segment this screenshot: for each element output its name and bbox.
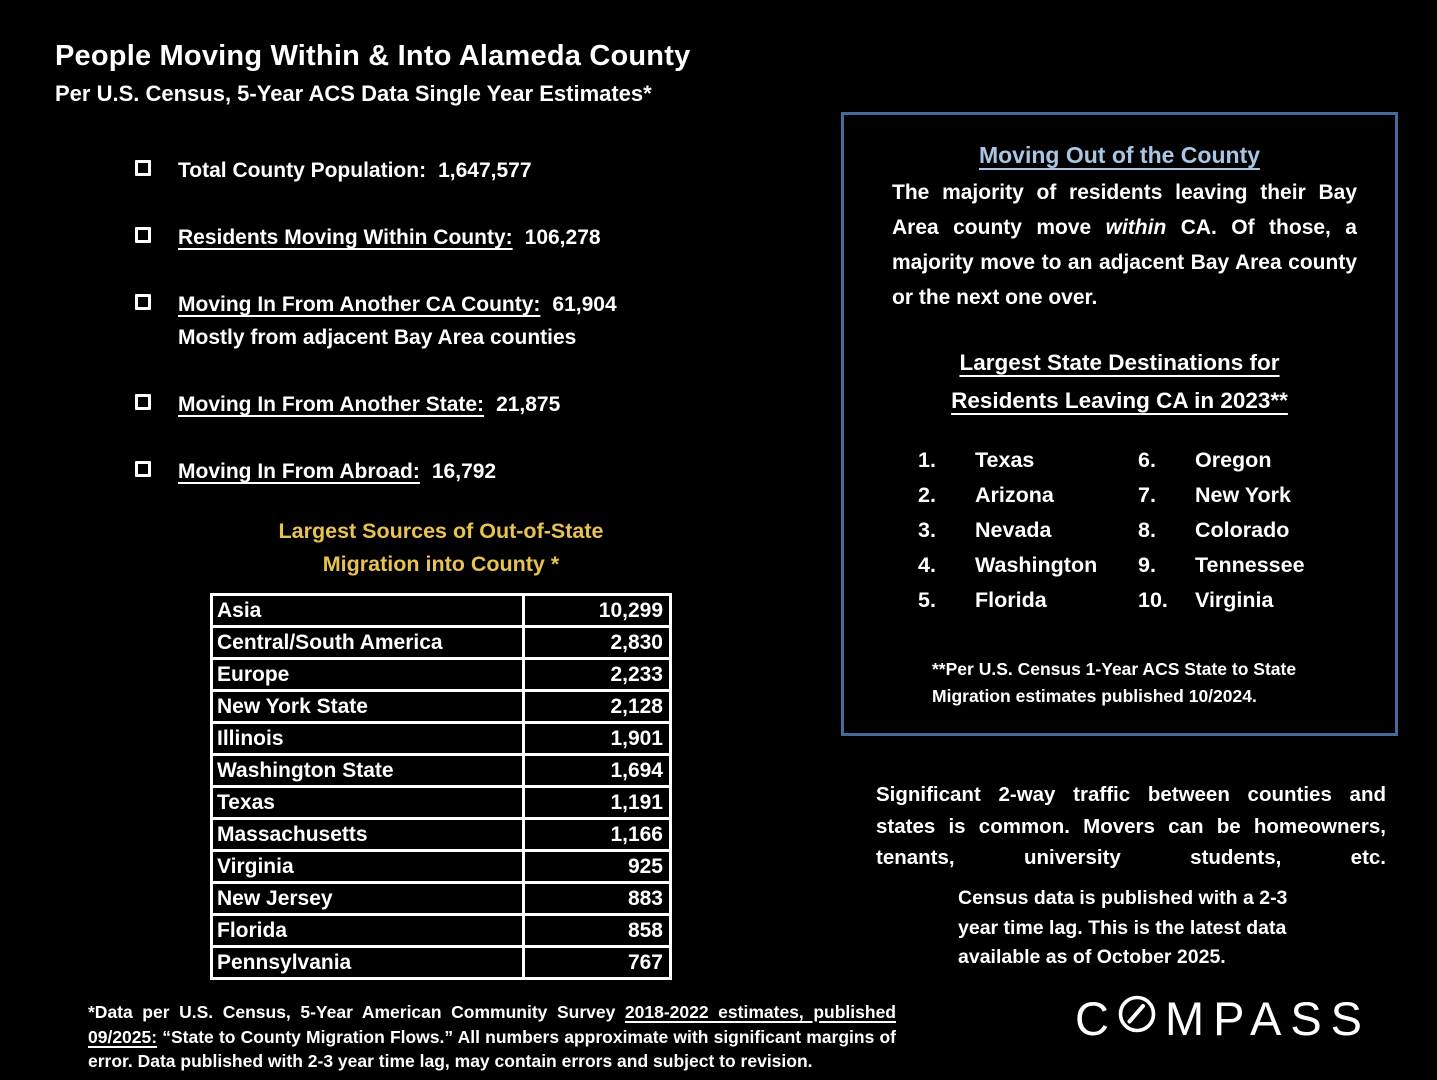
region-cell: Europe xyxy=(212,659,524,691)
state-name: Arizona xyxy=(975,483,1054,507)
box-footnote: **Per U.S. Census 1-Year ACS State to State Migration estimates published 10/2024. xyxy=(932,659,1297,706)
value-cell: 10,299 xyxy=(524,595,671,627)
region-cell: Pennsylvania xyxy=(212,947,524,979)
value-cell: 858 xyxy=(524,915,671,947)
destinations-list xyxy=(918,443,1395,618)
checkbox-icon xyxy=(135,294,151,310)
value-cell: 1,694 xyxy=(524,755,671,787)
checkbox-icon xyxy=(135,461,151,477)
destinations-heading-line1: Largest State Destinations for xyxy=(959,350,1280,375)
value-cell: 2,128 xyxy=(524,691,671,723)
page-subtitle: Per U.S. Census, 5-Year ACS Data Single Year Estimates* xyxy=(55,81,652,106)
region-cell: Central/South America xyxy=(212,627,524,659)
bullet-from-ca-county xyxy=(135,288,755,354)
rank: 8. xyxy=(1138,518,1156,542)
state-name: Tennessee xyxy=(1195,553,1305,577)
list-item xyxy=(1138,548,1305,583)
region-cell: New York State xyxy=(212,691,524,723)
footnote-underlined: 2018-2022 estimates, published 09/2025: xyxy=(88,1002,896,1047)
rank: 6. xyxy=(1138,448,1156,472)
list-item xyxy=(918,513,1138,548)
sources-heading-line1: Largest Sources of Out-of-State xyxy=(278,519,604,543)
page-title: People Moving Within & Into Alameda County xyxy=(55,40,691,72)
state-name: Virginia xyxy=(1195,588,1274,612)
table-row xyxy=(212,627,671,659)
rank: 10. xyxy=(1138,588,1168,612)
table-row xyxy=(212,755,671,787)
bullet-label: Total County Population: xyxy=(178,159,427,182)
value-cell: 1,191 xyxy=(524,787,671,819)
bullet-label: Moving In From Another CA County: xyxy=(178,293,541,316)
bullet-moving-within xyxy=(135,221,755,254)
table-row xyxy=(212,947,671,979)
list-item xyxy=(1138,478,1305,513)
destinations-heading-line2: Residents Leaving CA in 2023** xyxy=(951,388,1288,413)
bullet-label: Moving In From Another State: xyxy=(178,393,485,416)
value-cell: 767 xyxy=(524,947,671,979)
state-name: New York xyxy=(1195,483,1291,507)
sources-heading-line2: Migration into County * xyxy=(322,552,560,576)
table-row xyxy=(212,819,671,851)
rank: 1. xyxy=(918,448,936,472)
logo-letter-c: C xyxy=(1075,992,1118,1045)
footnote-text: “State to County Migration Flows.” All numbers approximate with significant margins of error. Data published with 2-3 year time lag, may contain errors and subject to revision. xyxy=(88,1026,896,1071)
paragraph-text: CA. Of those, a majority move to an adjacent Bay Area county or the next one over. xyxy=(892,216,1357,309)
bullet-value: 61,904 xyxy=(552,293,617,316)
state-name: Washington xyxy=(975,553,1098,577)
bullet-from-state xyxy=(135,388,755,421)
table-row xyxy=(212,915,671,947)
footnote-text: *Data per U.S. Census, 5-Year American Community Survey xyxy=(88,1002,625,1022)
bullet-value: 16,792 xyxy=(431,460,497,483)
region-cell: Florida xyxy=(212,915,524,947)
rank: 2. xyxy=(918,483,936,507)
bullet-note: Mostly from adjacent Bay Area counties xyxy=(178,326,577,349)
state-name: Colorado xyxy=(1195,518,1290,542)
region-cell: New Jersey xyxy=(212,883,524,915)
rank: 4. xyxy=(918,553,936,577)
title-block xyxy=(55,40,690,107)
bullet-value: 1,647,577 xyxy=(438,159,532,182)
state-name: Florida xyxy=(975,588,1047,612)
list-item xyxy=(1138,443,1305,478)
value-cell: 1,901 xyxy=(524,723,671,755)
bullet-total-population xyxy=(135,154,755,187)
moving-out-paragraph xyxy=(892,175,1357,315)
region-cell: Asia xyxy=(212,595,524,627)
value-cell: 925 xyxy=(524,851,671,883)
value-cell: 2,830 xyxy=(524,627,671,659)
bullet-value: 21,875 xyxy=(496,393,561,416)
checkbox-icon xyxy=(135,394,151,410)
checkbox-icon xyxy=(135,160,151,176)
list-item xyxy=(918,583,1138,618)
two-way-traffic-note: Significant 2-way traffic between counties and states is common. Movers can be homeowners, tenants, university students, etc. xyxy=(876,783,1386,869)
value-cell: 883 xyxy=(524,883,671,915)
list-item xyxy=(1138,513,1305,548)
bullet-label: Residents Moving Within County: xyxy=(178,226,513,249)
paragraph-text: The majority of residents leaving their Bay Area county move xyxy=(892,181,1357,239)
bullet-from-abroad xyxy=(135,455,755,488)
list-item xyxy=(918,548,1138,583)
value-cell: 1,166 xyxy=(524,819,671,851)
migration-sources-table xyxy=(210,593,672,980)
region-cell: Illinois xyxy=(212,723,524,755)
checkbox-icon xyxy=(135,227,151,243)
moving-out-panel xyxy=(841,112,1398,736)
table-row xyxy=(212,659,671,691)
bullet-list xyxy=(135,154,755,522)
region-cell: Washington State xyxy=(212,755,524,787)
rank: 5. xyxy=(918,588,936,612)
logo-letters-mpass: MPASS xyxy=(1164,992,1372,1045)
destinations-heading xyxy=(844,344,1395,420)
rank: 9. xyxy=(1138,553,1156,577)
rank: 3. xyxy=(918,518,936,542)
list-item xyxy=(918,478,1138,513)
data-source-footnote xyxy=(88,1000,896,1074)
state-name: Nevada xyxy=(975,518,1052,542)
table-row xyxy=(212,723,671,755)
region-cell: Texas xyxy=(212,787,524,819)
sources-table-heading xyxy=(210,515,672,581)
moving-out-heading: Moving Out of the County xyxy=(978,142,1261,168)
region-cell: Virginia xyxy=(212,851,524,883)
state-name: Texas xyxy=(975,448,1035,472)
table-row xyxy=(212,883,671,915)
compass-logo xyxy=(1075,991,1371,1046)
compass-needle-icon xyxy=(1116,991,1158,1046)
table-row xyxy=(212,691,671,723)
italic-word: within xyxy=(1105,216,1167,239)
bullet-label: Moving In From Abroad: xyxy=(178,460,420,483)
table-row xyxy=(212,851,671,883)
list-item xyxy=(918,443,1138,478)
rank: 7. xyxy=(1138,483,1156,507)
destinations-column-2 xyxy=(1138,443,1305,618)
list-item xyxy=(1138,583,1305,618)
table-row xyxy=(212,595,671,627)
table-row xyxy=(212,787,671,819)
destinations-column-1 xyxy=(918,443,1138,618)
census-lag-note: Census data is published with a 2-3 year time lag. This is the latest data available as of October 2025. xyxy=(958,887,1288,968)
region-cell: Massachusetts xyxy=(212,819,524,851)
bullet-value: 106,278 xyxy=(524,226,601,249)
value-cell: 2,233 xyxy=(524,659,671,691)
state-name: Oregon xyxy=(1195,448,1272,472)
